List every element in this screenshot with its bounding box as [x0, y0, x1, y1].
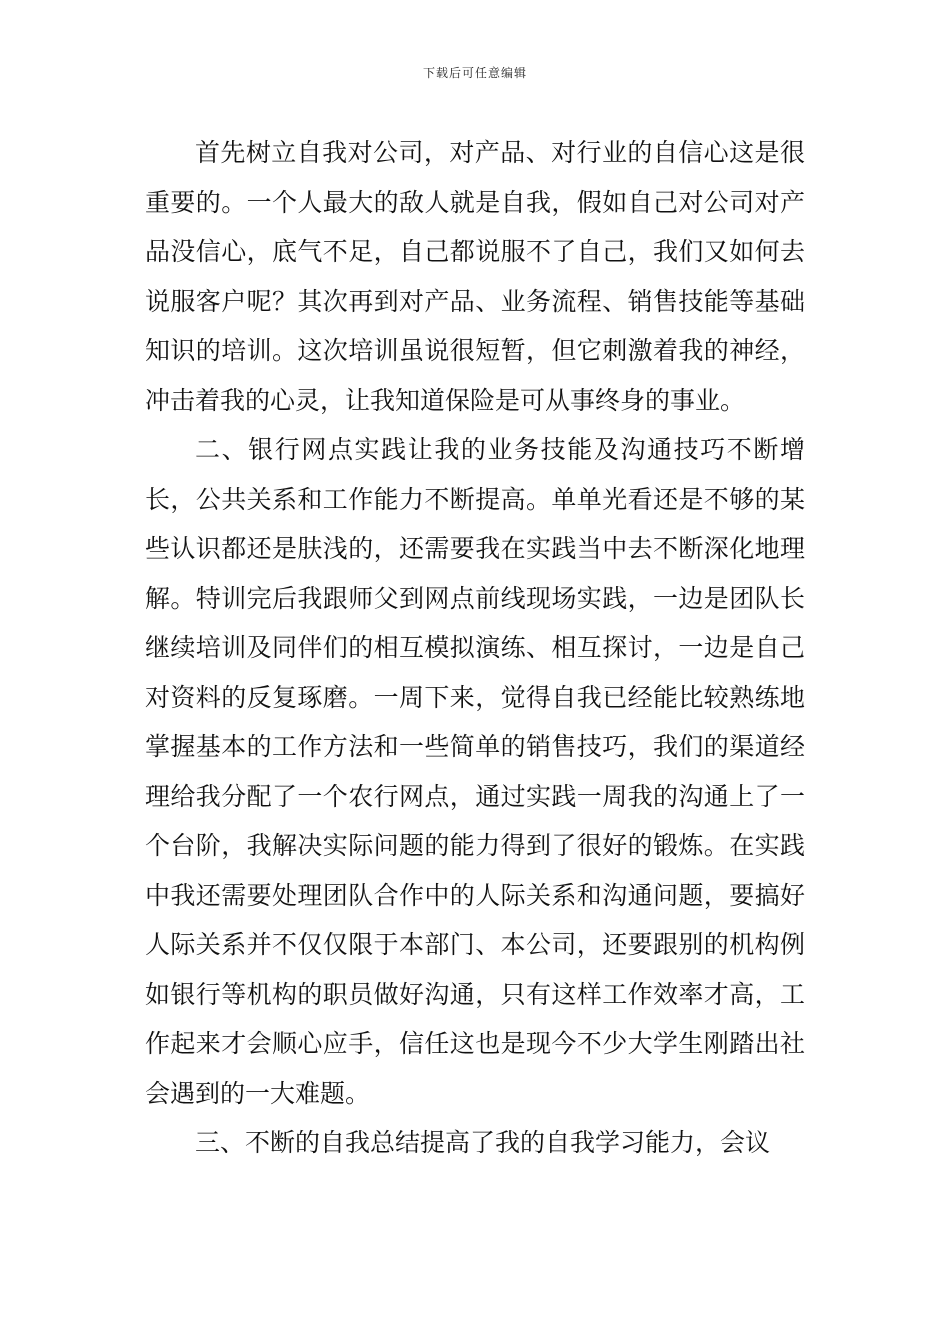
paragraph-self-confidence: 首先树立自我对公司，对产品、对行业的自信心这是很重要的。一个人最大的敌人就是自我，假如自己对公司对产品没信心，底气不足，自己都说服不了自己，我们又如何去说服客户呢？其次再到对产品、业务流程、销售技能等基础知识的培训。这次培训虽说很短暂，但它刺激着我的神经，冲击着我的心灵，让我知道保险是可从事终身的事业。: [145, 138, 805, 415]
header-note: 下载后可任意编辑: [422, 66, 527, 80]
paragraph-self-summary: 三、不断的自我总结提高了我的自我学习能力，会议: [195, 1128, 771, 1157]
document-body: [145, 128, 805, 1168]
paragraph-bank-practice: 二、银行网点实践让我的业务技能及沟通技巧不断增长，公共关系和工作能力不断提高。单单光看还是不够的某些认识都还是肤浅的，还需要我在实践当中去不断深化地理解。特训完后我跟师父到网点前线现场实践，一边是团队长继续培训及同伴们的相互模拟演练、相互探讨，一边是自己对资料的反复琢磨。一周下来，觉得自我已经能比较熟练地掌握基本的工作方法和一些简单的销售技巧，我们的渠道经理给我分配了一个农行网点，通过实践一周我的沟通上了一个台阶，我解决实际问题的能力得到了很好的锻炼。在实践中我还需要处理团队合作中的人际关系和沟通问题，要搞好人际关系并不仅仅限于本部门、本公司，还要跟别的机构例如银行等机构的职员做好沟通，只有这样工作效率才高，工作起来才会顺心应手，信任这也是现今不少大学生刚踏出社会遇到的一大难题。: [145, 435, 805, 1108]
